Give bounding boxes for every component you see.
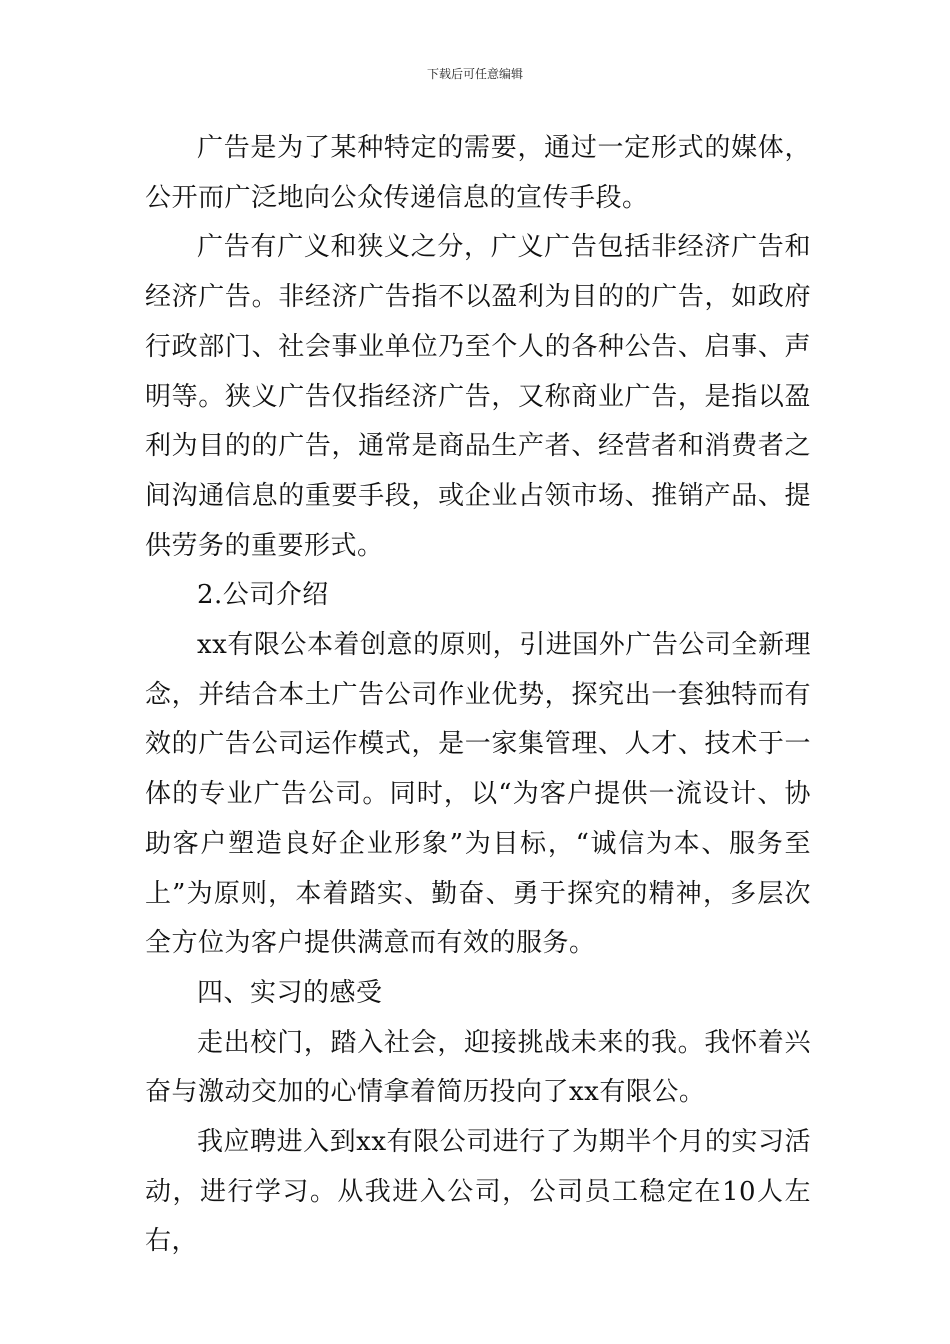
- document-body: [145, 124, 811, 1267]
- paragraph-ad-definition: 广告是为了某种特定的需要，通过一定形式的媒体，公开而广泛地向公众传递信息的宣传手段。: [145, 133, 811, 213]
- paragraph-leaving-school: 走出校门，踏入社会，迎接挑战未来的我。我怀着兴奋与激动交加的心情拿着简历投向了xx有限公。: [145, 1027, 811, 1108]
- section-heading-company-intro: 2.公司介绍: [197, 580, 329, 611]
- header-note: 下载后可任意编辑: [426, 67, 523, 81]
- paragraph-company-intro: xx有限公本着创意的原则，引进国外广告公司全新理念，并结合本土广告公司作业优势，探究出一套独特而有效的广告公司运作模式，是一家集管理、人才、技术于一体的专业广告公司。同时，以“为客户提供一流设计、协助客户塑造良好企业形象”为目标，“诚信为本、服务至上”为原则，本着踏实、勤奋、勇于探究的精神，多层次全方位为客户提供满意而有效的服务。: [145, 630, 811, 959]
- paragraph-ad-types: 广告有广义和狭义之分，广义广告包括非经济广告和经济广告。非经济广告指不以盈利为目的的广告，如政府行政部门、社会事业单位乃至个人的各种公告、启事、声明等。狭义广告仅指经济广告，又称商业广告，是指以盈利为目的的广告，通常是商品生产者、经营者和消费者之间沟通信息的重要手段，或企业占领市场、推销产品、提供劳务的重要形式。: [145, 232, 811, 561]
- paragraph-internship-start: 我应聘进入到xx有限公司进行了为期半个月的实习活动，进行学习。从我进入公司，公司员工稳定在10人左右，: [145, 1127, 811, 1257]
- section-heading-internship-feelings: 四、实习的感受: [197, 977, 383, 1008]
